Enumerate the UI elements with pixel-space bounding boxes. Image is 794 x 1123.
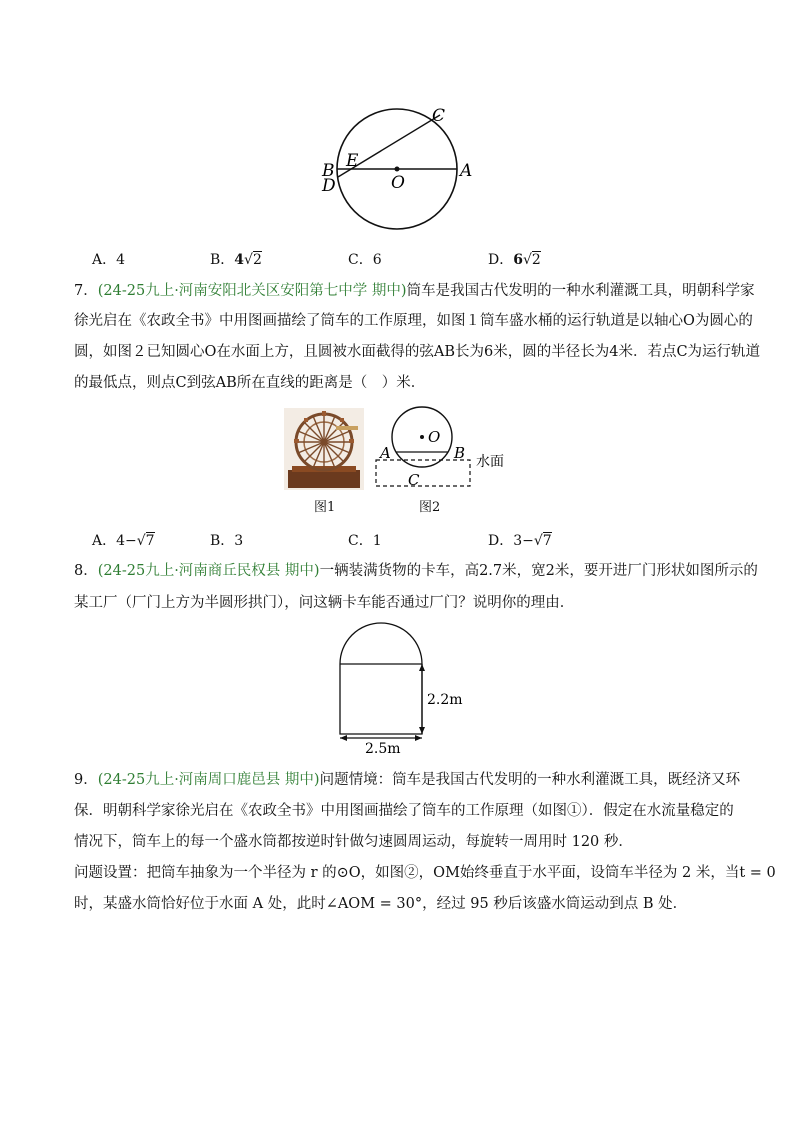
q6-label-e: E bbox=[346, 151, 359, 171]
q8-height-arrow-top bbox=[419, 664, 425, 671]
q8-line1 bbox=[74, 561, 758, 581]
q8-width-label: 2.5m bbox=[365, 741, 401, 756]
q6-option-a: A．4 bbox=[92, 252, 126, 268]
q7-source: (24-25九上·河南安阳北关区安阳第七中学 期中) bbox=[97, 283, 407, 299]
q6-option-d bbox=[488, 249, 541, 269]
q6-option-b bbox=[210, 249, 262, 269]
q7-option-b: B．3 bbox=[210, 533, 244, 549]
q8-gate-outline bbox=[340, 623, 422, 734]
q7-option-d-radicand: 7 bbox=[542, 533, 552, 549]
q8-width-arrow-right bbox=[415, 735, 422, 741]
q6-label-a: A bbox=[460, 161, 473, 181]
q8-text1: 一辆装满货物的卡车，高2.7米，宽2米，要开进厂门形状如图所示的 bbox=[319, 563, 758, 579]
q6-option-d-radicand: 2 bbox=[531, 252, 541, 268]
q7-line1 bbox=[74, 281, 755, 301]
q6-label-o: O bbox=[391, 173, 405, 193]
q9-line2: 保．明朝科学家徐光启在《农政全书》中用图画描绘了筒车的工作原理（如图①）．假定在水流量稳定的 bbox=[74, 803, 734, 819]
q7-option-a bbox=[92, 530, 155, 550]
q7-line4: 的最低点，则点C到弦AB所在直线的距离是（ ）米． bbox=[74, 375, 426, 391]
q6-option-b-letter: B． bbox=[210, 252, 235, 268]
sqrt-sign: √ bbox=[533, 533, 543, 549]
q7-fig2-center bbox=[420, 435, 424, 439]
q7-line3: 圆，如图２已知圆心O在水面上方，且圆被水面截得的弦AB长为6米，圆的半径长为4米．若点C为运行轨道 bbox=[74, 344, 761, 360]
q6-option-b-radicand: 2 bbox=[252, 252, 262, 268]
q6-label-c: C bbox=[432, 106, 446, 126]
q6-circle-figure bbox=[300, 95, 500, 235]
q6-label-b: B bbox=[322, 161, 335, 181]
q7-fig2-caption: 图2 bbox=[419, 500, 441, 515]
q7-fig2 bbox=[370, 406, 520, 494]
q6-label-d: D bbox=[322, 176, 336, 196]
q7-fig2-label-a: A bbox=[380, 444, 391, 462]
q9-text1: 问题情境：筒车是我国古代发明的一种水利灌溉工具，既经济又环 bbox=[319, 772, 741, 788]
q8-line2: 某工厂（厂门上方为半圆形拱门），问这辆卡车能否通过厂门？说明你的理由． bbox=[74, 595, 575, 611]
q9-number: 9． bbox=[74, 772, 98, 788]
q9-line5: 时，某盛水筒恰好位于水面 A 处，此时∠AOM = 30°，经过 95 秒后该盛水筒运动到点 B 处． bbox=[74, 896, 688, 912]
q8-height-label: 2.2m bbox=[427, 692, 463, 708]
q9-source: (24-25九上·河南周口鹿邑县 期中) bbox=[97, 772, 320, 788]
q7-fig2-label-c: C bbox=[408, 471, 420, 489]
sqrt-sign: √ bbox=[522, 252, 532, 268]
q7-waterwheel-image bbox=[284, 408, 364, 490]
q7-option-d bbox=[488, 530, 552, 550]
sqrt-sign: √ bbox=[244, 252, 253, 268]
q7-line2: 徐光启在《农政全书》中用图画描绘了筒车的工作原理，如图１筒车盛水桶的运行轨道是以轴心O为圆心的 bbox=[74, 313, 753, 329]
q9-line3: 情况下，筒车上的每一个盛水筒都按逆时针做匀速圆周运动，每旋转一周用时 120 秒． bbox=[74, 834, 633, 850]
q8-height-arrow-bottom bbox=[419, 727, 425, 734]
sqrt-sign: √ bbox=[136, 533, 146, 549]
q8-number: 8． bbox=[74, 563, 98, 579]
q7-option-a-radicand: 7 bbox=[145, 533, 155, 549]
q6-option-d-letter: D． bbox=[488, 252, 514, 268]
q6-option-d-value: 6 bbox=[513, 252, 523, 268]
q7-fig1-caption: 图1 bbox=[314, 500, 336, 515]
q6-option-c: C．6 bbox=[348, 252, 382, 268]
q9-line4: 问题设置：把筒车抽象为一个半径为 r 的⊙O，如图②，OM始终垂直于水平面，设筒车半径为 2 米，当t = 0 bbox=[74, 865, 776, 881]
q7-fig2-label-o: O bbox=[428, 428, 441, 446]
q7-option-c: C．1 bbox=[348, 533, 382, 549]
q8-gate-figure bbox=[330, 620, 470, 756]
q7-option-d-text: D．3− bbox=[488, 533, 534, 549]
q7-option-a-text: A．4− bbox=[92, 533, 137, 549]
q6-center-dot bbox=[395, 167, 400, 172]
q7-text1: 筒车是我国古代发明的一种水利灌溉工具，明朝科学家 bbox=[406, 283, 755, 299]
q7-fig2-water-box bbox=[376, 460, 470, 486]
q8-width-arrow-left bbox=[340, 735, 347, 741]
q9-line1 bbox=[74, 770, 740, 790]
q8-source: (24-25九上·河南商丘民权县 期中) bbox=[97, 563, 320, 579]
q7-fig2-water-label: 水面 bbox=[476, 454, 504, 470]
q7-number: 7． bbox=[74, 283, 98, 299]
q7-fig2-label-b: B bbox=[454, 444, 466, 462]
q6-option-b-value: 4 bbox=[234, 252, 245, 268]
